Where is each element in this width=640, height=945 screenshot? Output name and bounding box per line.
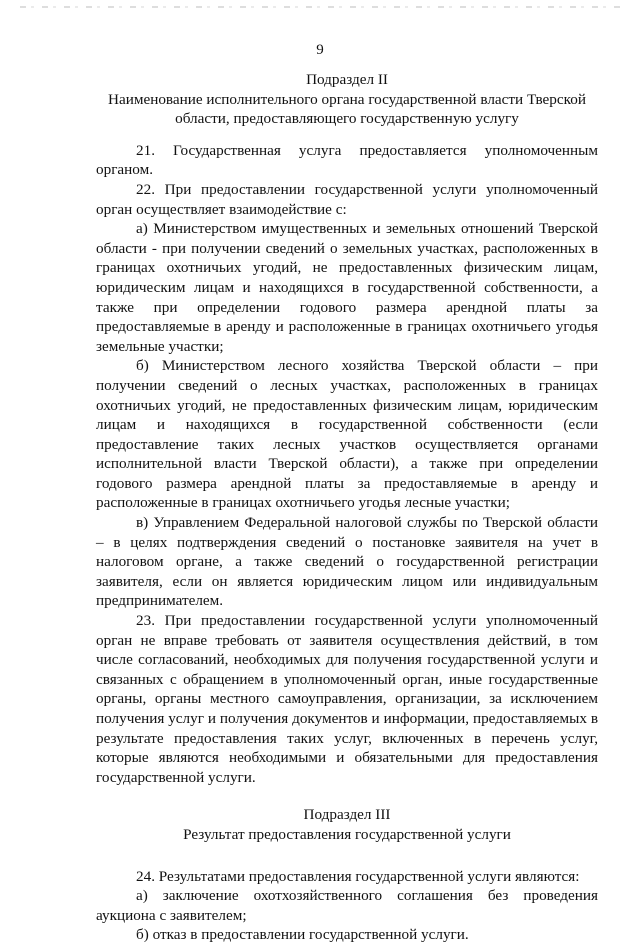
paragraph-21: 21. Государственная услуга предоставляется уполномоченным органом.: [96, 141, 598, 179]
paragraph-22-v: в) Управлением Федеральной налоговой службы по Тверской области – в целях подтверждения сведений о постановке заявителя на учет в налоговом органе, а также сведений о государственной регистрации заявителя, если он является юридическим лицом или индивидуальным предпринимателем.: [96, 514, 598, 610]
paragraph-22-a: а) Министерством имущественных и земельных отношений Тверской области - при получении сведений о земельных участках, расположенных в границах охотничьих угодий, не предоставленных физическим лицам, юридическим лицам и находящихся в государственной собственности, а также при определении годового размера арендной платы за предоставляемые в аренду и расположенные в границах охотничьего угодья земельные участки;: [96, 220, 598, 355]
paragraph-22: 22. При предоставлении государственной услуги уполномоченный орган осуществляет взаимодействие с:: [96, 180, 598, 218]
document-body: [96, 70, 598, 945]
scan-edge-artifact: [20, 6, 620, 8]
subsection-label: Подраздел II: [306, 71, 388, 88]
paragraph-24-b: б) отказ в предоставлении государственной услуги.: [136, 926, 469, 944]
paragraph-23: 23. При предоставлении государственной услуги уполномоченный орган не вправе требовать от заявителя осуществления действий, в том числе согласований, необходимых для получения государственной услуги и связанных с обращением в уполномоченный орган, иные государственные органы, органы местного самоуправления, организации, за исключением получения услуг и получения документов и информации, предоставляемых в результате предоставления таких услуг, включенных в перечень услуг, которые являются необходимыми и обязательными для предоставления государственной услуги.: [96, 612, 598, 786]
page-number: 9: [316, 42, 324, 58]
paragraph-24-a: а) заключение охотхозяйственного соглашения без проведения аукциона с заявителем;: [96, 887, 598, 924]
paragraph-22-b: б) Министерством лесного хозяйства Тверской области – при получении сведений о лесных участках, расположенных в границах охотничьих угодий, не предоставленных физическим лицам, юридическим лицам и находящихся в государственной собственности (если предоставление таких лесных участков осуществляется органами исполнительной власти Тверской области), а также при определении годового размера арендной платы за предоставляемые в аренду и расположенные в границах охотничьего угодья лесные участки;: [96, 357, 598, 512]
subsection-label: Подраздел III: [303, 806, 391, 824]
section-heading: Результат предоставления государственной услуги: [183, 825, 511, 843]
paragraph-24: 24. Результатами предоставления государственной услуги являются:: [136, 867, 580, 885]
section-heading: Наименование исполнительного органа государственной власти Тверской области, предоставляющего государственную услугу: [108, 90, 586, 128]
